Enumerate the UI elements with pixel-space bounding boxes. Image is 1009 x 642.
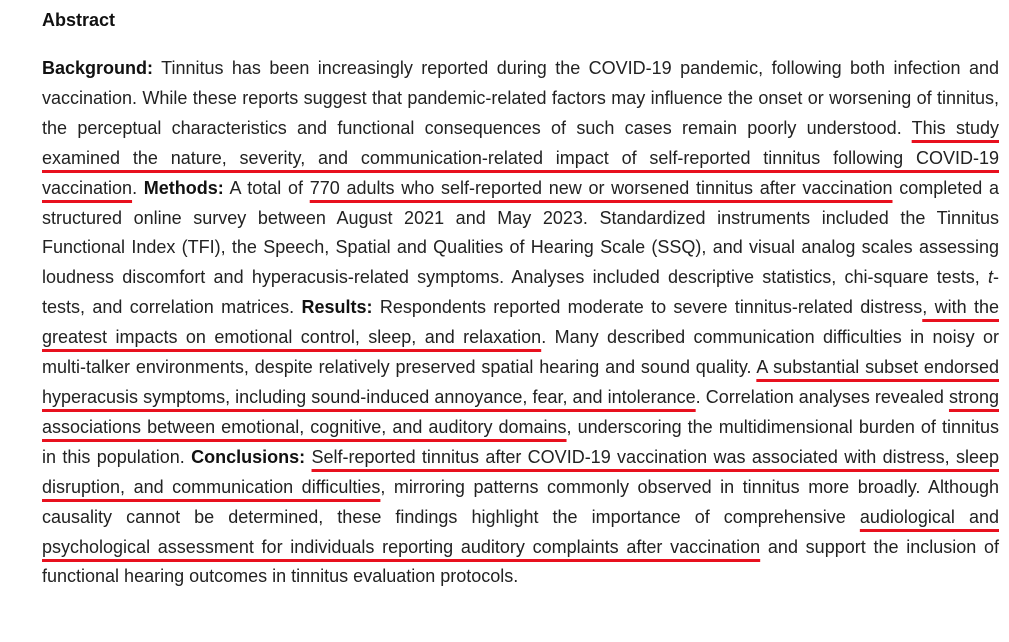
- highlight-associations: strong associations between emotional, cognitive, and auditory domains: [42, 386, 999, 437]
- highlight-impacts: , with the greatest impacts on emotional control, sleep, and relaxation: [42, 297, 999, 348]
- results-text-4: , underscoring the multidimensional burden of tinnitus in this population.: [42, 416, 999, 467]
- results-label: Results:: [301, 297, 373, 318]
- methods-label: Methods:: [143, 177, 224, 198]
- abstract-heading: Abstract: [42, 10, 116, 30]
- highlight-conclusion: Self-reported tinnitus after COVID-19 vaccination was associated with distress, sleep disruption, and communication difficulties: [42, 446, 999, 497]
- conclusions-text-3: and support the inclusion of functional hearing outcomes in tinnitus evaluation protocols.: [42, 536, 999, 587]
- highlight-hyperacusis: A substantial subset endorsed hyperacusis symptoms, including sound-induced annoyance, fear, and intolerance: [42, 357, 999, 407]
- results-text-2: . Many described communication difficulties in noisy or multi-talker environments, despite relatively preserved spatial hearing and sound quality.: [42, 327, 999, 378]
- background-text: Tinnitus has been increasingly reported during the COVID-19 pandemic, following both infection and vaccination. While these reports suggest that pandemic-related factors may influence the onset or worsening of tinnitus, the perceptual characteristics and functional consequences of such cases remain poorly understood.: [42, 58, 999, 138]
- results-text: Respondents reported moderate to severe tinnitus-related distress: [372, 297, 923, 318]
- highlight-participants: 770 adults who self-reported new or worsened tinnitus after vaccination: [309, 177, 893, 198]
- methods-text: A total of: [223, 177, 310, 198]
- highlight-study-aim: This study examined the nature, severity, and communication-related impact of self-reported tinnitus following COVID-19 vaccination: [42, 117, 999, 198]
- background-label: Background:: [42, 58, 154, 78]
- results-text-3: . Correlation analyses revealed: [695, 386, 949, 407]
- methods-italic-t: t: [987, 267, 993, 288]
- conclusions-text-2: , mirroring patterns commonly observed in tinnitus more broadly. Although causality cannot be determined, these findings highlight the importance of comprehensive: [42, 476, 1000, 527]
- highlight-assessment: audiological and psychological assessment for individuals reporting auditory complaints after vaccination: [42, 506, 999, 557]
- abstract-body: [42, 54, 999, 592]
- conclusions-label: Conclusions:: [191, 446, 306, 467]
- background-text-end: .: [132, 177, 144, 198]
- methods-text-3: -tests, and correlation matrices.: [42, 267, 999, 318]
- methods-text-2: completed a structured online survey between August 2021 and May 2023. Standardized instruments included the Tinnitus Functional Index (TFI), the Speech, Spatial and Qualities of Hearing Scale (SSQ), and visual analog scales assessing loudness discomfort and hyperacusis-related symptoms. Analyses included descriptive statistics, chi-square tests,: [42, 177, 999, 288]
